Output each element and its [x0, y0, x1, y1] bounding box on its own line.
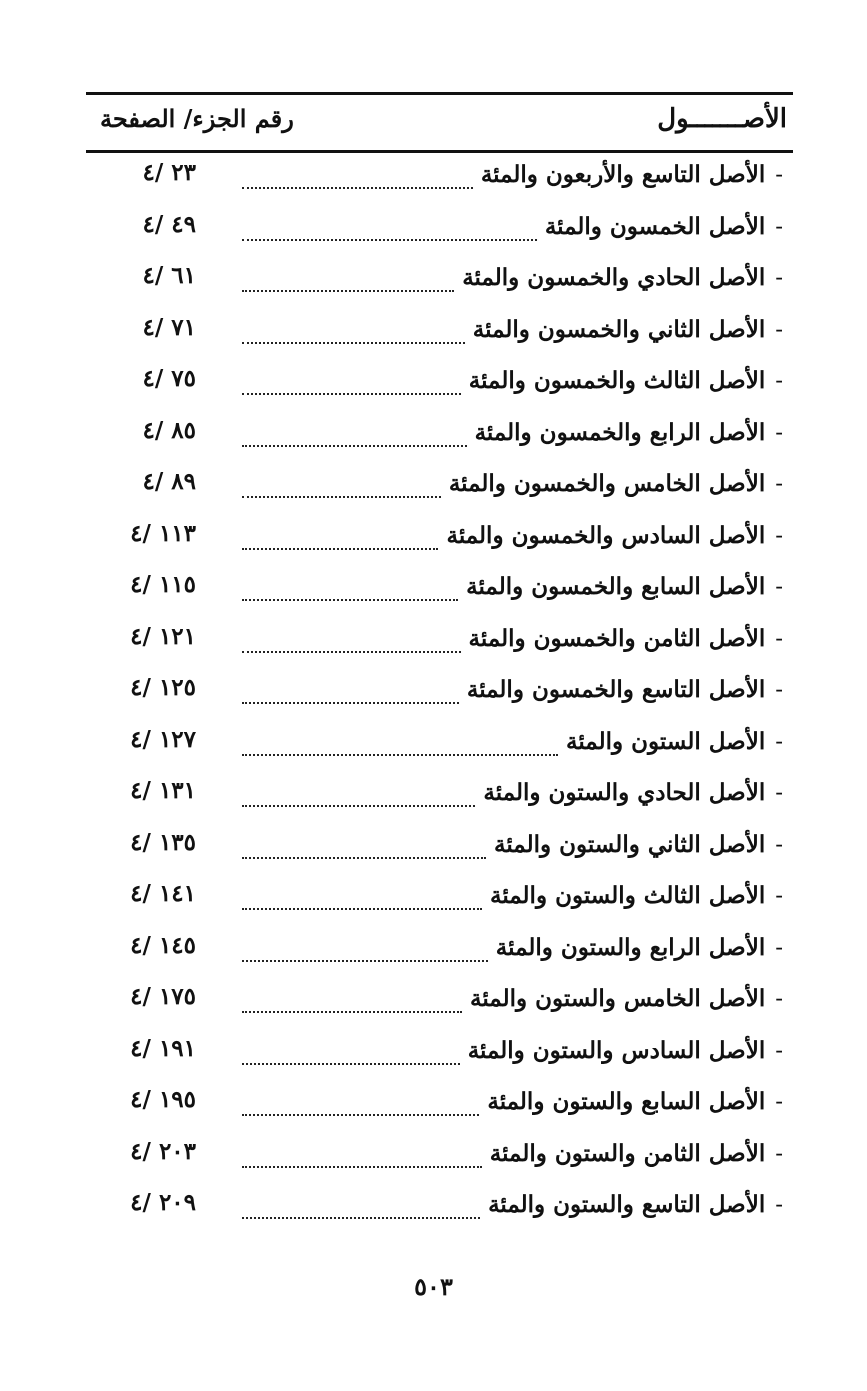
dot-leader	[242, 375, 461, 395]
entry-page-reference: ١٢١ /٤	[130, 622, 196, 650]
toc-entry	[86, 413, 793, 465]
dot-leader	[242, 530, 438, 550]
entry-page-reference: ١١٣ /٤	[130, 519, 196, 547]
toc-entry	[86, 670, 793, 722]
toc-entry	[86, 1082, 793, 1134]
toc-entry	[86, 567, 793, 619]
entry-title-group	[545, 213, 783, 240]
dot-leader	[242, 942, 488, 962]
dot-leader	[242, 1045, 460, 1065]
bullet-dash: -	[775, 1192, 783, 1218]
entry-page-reference: ١٤٥ /٤	[130, 931, 196, 959]
entry-label: الأصل السابع والستون والمئة	[487, 1088, 766, 1115]
entry-title-group	[467, 676, 783, 703]
dot-leader	[242, 1096, 479, 1116]
entry-title-group	[466, 573, 783, 600]
bullet-dash: -	[775, 780, 783, 806]
entry-title-group	[483, 779, 783, 806]
dot-leader	[242, 221, 537, 241]
dot-leader	[242, 581, 458, 601]
toc-entry	[86, 876, 793, 928]
bullet-dash: -	[775, 213, 783, 240]
bullet-dash: -	[775, 265, 783, 291]
entry-page-reference: ١٩١ /٤	[130, 1034, 196, 1062]
dot-leader	[242, 633, 461, 653]
entry-title-group	[469, 367, 783, 394]
bullet-dash: -	[775, 625, 783, 652]
entry-page-reference: ٦١ /٤	[142, 262, 196, 289]
toc-entry	[86, 619, 793, 671]
dot-leader	[242, 736, 558, 756]
entry-label: الأصل الثالث والستون والمئة	[489, 882, 766, 909]
entry-label: الأصل السابع والخمسون والمئة	[466, 573, 766, 600]
dot-leader	[242, 478, 441, 498]
entry-title-group	[487, 1088, 783, 1115]
header-top-rule	[86, 92, 793, 95]
entry-page-reference: ٧١ /٤	[142, 313, 196, 341]
dot-leader	[242, 839, 486, 859]
entry-page-reference: ٢٠٣ /٤	[130, 1137, 196, 1165]
entry-label: الأصل السادس والخمسون والمئة	[446, 521, 766, 549]
toc-entry	[86, 979, 793, 1031]
bullet-dash: -	[775, 677, 783, 703]
entry-page-reference: ١٢٧ /٤	[130, 725, 196, 753]
entry-page-reference: ٤٩ /٤	[142, 210, 196, 238]
toc-entry	[86, 825, 793, 877]
toc-entry	[86, 464, 793, 516]
bullet-dash: -	[775, 1089, 783, 1115]
dot-leader	[242, 993, 462, 1013]
entry-title-group	[473, 316, 783, 343]
toc-entry	[86, 1185, 793, 1237]
entry-label: الأصل الخمسون والمئة	[544, 212, 766, 240]
entry-label: الأصل الرابع والستون والمئة	[495, 933, 766, 961]
entry-page-reference: ١٢٥ /٤	[130, 674, 196, 701]
entry-label: الأصل الخامس والخمسون والمئة	[448, 470, 766, 497]
entry-title-group	[468, 1037, 783, 1064]
bullet-dash: -	[775, 934, 783, 961]
table-of-contents	[86, 155, 793, 1237]
entry-label: الأصل الخامس والستون والمئة	[470, 985, 766, 1012]
entry-title-group	[494, 831, 783, 858]
page-column-title: رقم الجزء/ الصفحة	[100, 104, 294, 133]
bullet-dash: -	[775, 522, 783, 549]
entry-page-reference: ١٤١ /٤	[130, 880, 196, 907]
bullet-dash: -	[775, 1140, 783, 1167]
toc-entry	[86, 516, 793, 568]
entry-page-reference: ٨٥ /٤	[142, 416, 196, 444]
dot-leader	[242, 684, 459, 704]
entry-page-reference: ١٣١ /٤	[130, 777, 196, 804]
entry-label: الأصل الثامن والستون والمئة	[489, 1139, 766, 1167]
toc-entry	[86, 1134, 793, 1186]
entry-label: الأصل الحادي والخمسون والمئة	[462, 264, 766, 291]
entry-title-group	[490, 1140, 783, 1167]
bullet-dash: -	[775, 316, 783, 343]
entry-label: الأصل الثالث والخمسون والمئة	[468, 367, 766, 394]
toc-entry	[86, 361, 793, 413]
toc-entry	[86, 773, 793, 825]
bullet-dash: -	[775, 986, 783, 1012]
entry-title-group	[488, 1191, 783, 1218]
dot-leader	[242, 787, 475, 807]
dot-leader	[242, 1199, 480, 1219]
bullet-dash: -	[775, 728, 783, 755]
entry-title-group	[566, 728, 783, 755]
entry-title-group	[462, 264, 783, 291]
dot-leader	[242, 1148, 482, 1168]
entry-label: الأصل الثاني والخمسون والمئة	[472, 315, 766, 343]
column-title: الأصـــــــول	[657, 104, 787, 134]
bullet-dash: -	[775, 162, 783, 188]
entry-label: الأصل التاسع والستون والمئة	[488, 1191, 766, 1218]
entry-page-reference: ١١٥ /٤	[130, 571, 196, 598]
entry-label: الأصل السادس والستون والمئة	[467, 1036, 766, 1064]
toc-entry	[86, 207, 793, 259]
toc-entry	[86, 722, 793, 774]
toc-header	[86, 102, 793, 146]
bullet-dash: -	[775, 831, 783, 858]
toc-entry	[86, 1031, 793, 1083]
bullet-dash: -	[775, 883, 783, 909]
dot-leader	[242, 890, 482, 910]
bullet-dash: -	[775, 419, 783, 446]
entry-label: الأصل الستون والمئة	[566, 727, 766, 755]
entry-page-reference: ١٣٥ /٤	[130, 828, 196, 856]
dot-leader	[242, 427, 467, 447]
entry-title-group	[496, 934, 783, 961]
entry-page-reference: ٢٠٩ /٤	[130, 1189, 196, 1216]
bullet-dash: -	[775, 574, 783, 600]
toc-entry	[86, 310, 793, 362]
entry-label: الأصل التاسع والأربعون والمئة	[480, 161, 766, 188]
entry-page-reference: ٢٣ /٤	[142, 159, 196, 186]
entry-page-reference: ٨٩ /٤	[142, 468, 196, 495]
entry-label: الأصل الثامن والخمسون والمئة	[468, 624, 766, 652]
entry-title-group	[475, 419, 783, 446]
dot-leader	[242, 272, 454, 292]
entry-page-reference: ١٧٥ /٤	[130, 983, 196, 1010]
entry-label: الأصل الثاني والستون والمئة	[494, 830, 766, 858]
entry-label: الأصل الرابع والخمسون والمئة	[474, 418, 766, 446]
toc-entry	[86, 258, 793, 310]
entry-title-group	[469, 625, 783, 652]
bullet-dash: -	[775, 368, 783, 394]
entry-title-group	[490, 882, 783, 909]
header-bottom-rule	[86, 150, 793, 153]
entry-title-group	[481, 161, 783, 188]
entry-title-group	[446, 522, 783, 549]
entry-title-group	[470, 985, 783, 1012]
page-number: ٥٠٣	[414, 1272, 453, 1301]
dot-leader	[242, 324, 465, 344]
entry-label: الأصل الحادي والستون والمئة	[483, 779, 766, 806]
entry-page-reference: ١٩٥ /٤	[130, 1086, 196, 1113]
dot-leader	[242, 169, 473, 189]
entry-title-group	[449, 470, 783, 497]
entry-label: الأصل التاسع والخمسون والمئة	[466, 676, 766, 703]
entry-page-reference: ٧٥ /٤	[142, 365, 196, 392]
toc-entry	[86, 155, 793, 207]
bullet-dash: -	[775, 1037, 783, 1064]
toc-entry	[86, 928, 793, 980]
bullet-dash: -	[775, 471, 783, 497]
